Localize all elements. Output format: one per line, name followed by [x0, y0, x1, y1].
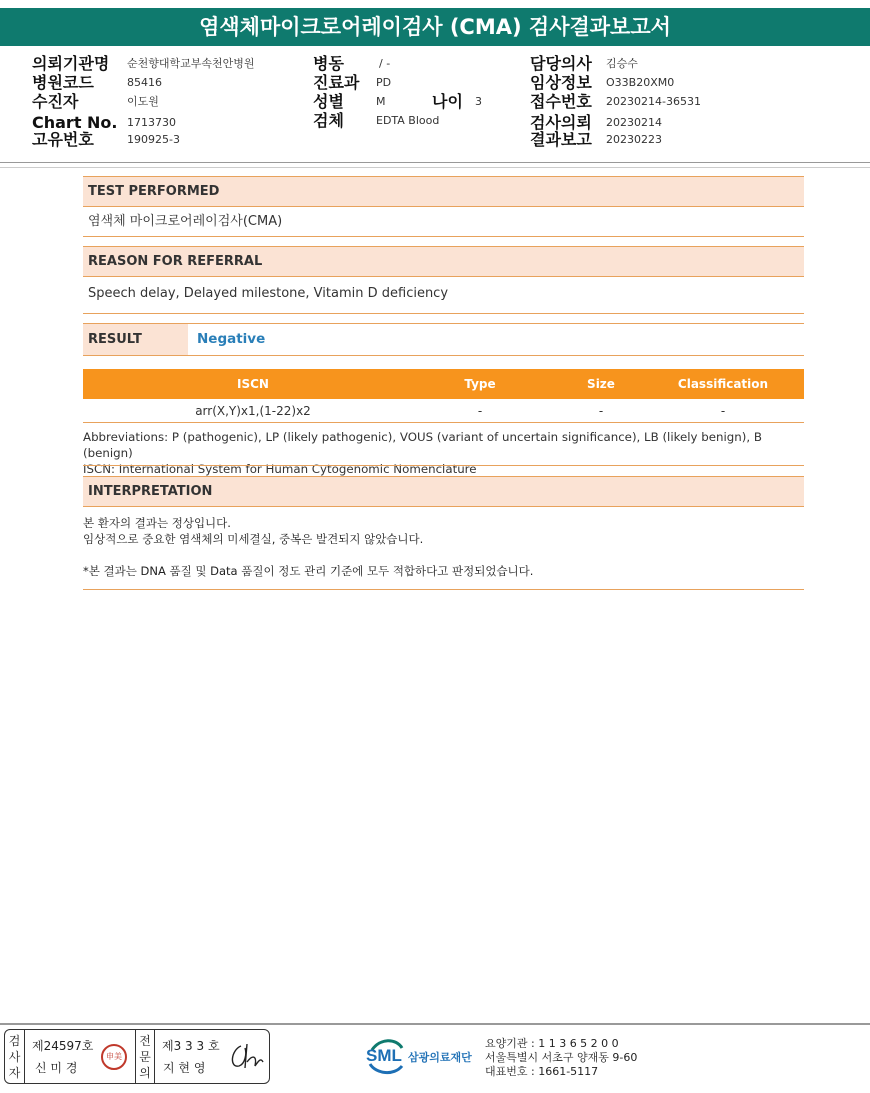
interpretation-divider	[83, 589, 804, 590]
examiner-label	[5, 1030, 25, 1083]
info-row-clinical-info	[530, 73, 675, 92]
info-row-receipt-no	[530, 92, 701, 111]
test-performed-heading: TEST PERFORMED	[83, 176, 804, 207]
info-value: 1713730	[127, 116, 176, 129]
info-label: 수진자	[32, 92, 79, 111]
sml-logo	[366, 1036, 472, 1080]
info-value: 3	[475, 95, 482, 108]
doctor-name: 지 현 영	[163, 1061, 206, 1075]
iscn-definition: ISCN: International System for Human Cytogenomic Nomenclature	[83, 462, 477, 476]
reason-heading: REASON FOR REFERRAL	[83, 246, 804, 277]
doctor-signature-icon	[227, 1040, 265, 1074]
info-value: 20230214	[606, 116, 662, 129]
col-header-iscn: ISCN	[237, 377, 269, 391]
footer-info	[485, 1037, 637, 1079]
info-label: 병원코드	[32, 73, 94, 92]
info-label: Chart No.	[32, 113, 118, 132]
cell-type: -	[477, 404, 483, 418]
reason-section	[83, 246, 804, 314]
info-label: 임상정보	[530, 73, 592, 92]
info-row-sex	[313, 92, 386, 111]
info-value: M	[376, 95, 386, 108]
info-label: 검체	[313, 111, 344, 130]
cell-iscn: arr(X,Y)x1,(1-22)x2	[195, 404, 311, 418]
info-value: O33B20XM0	[606, 76, 675, 89]
info-label: 담당의사	[530, 54, 592, 73]
info-row-report-date	[530, 130, 662, 149]
info-row-department	[313, 73, 392, 92]
info-row-patient	[32, 92, 159, 111]
examiner-seal-icon	[101, 1044, 127, 1070]
examiner-name: 신 미 경	[35, 1061, 78, 1075]
info-value: 190925-3	[127, 133, 180, 146]
interpretation-line-2: 임상적으로 중요한 염색체의 미세결실, 중복은 발견되지 않았습니다.	[83, 532, 424, 546]
info-row-age	[432, 92, 482, 111]
info-label: 검사의뢰	[530, 113, 592, 132]
info-value: 85416	[127, 76, 162, 89]
interpretation-line-1: 본 환자의 결과는 정상입니다.	[83, 516, 231, 530]
col-header-type: Type	[464, 377, 496, 391]
footer-divider	[0, 1023, 870, 1025]
info-value: EDTA Blood	[376, 114, 440, 127]
info-label: 나이	[432, 92, 463, 111]
examiner-license: 제24597호	[32, 1039, 94, 1053]
info-row-hospital-code	[32, 73, 162, 92]
interpretation-note: *본 결과는 DNA 품질 및 Data 품질이 정도 관리 기준에 모두 적합하다고 판정되었습니다.	[83, 564, 534, 578]
result-value: Negative	[197, 331, 266, 347]
doctor-label	[135, 1030, 155, 1083]
info-value: 20230223	[606, 133, 662, 146]
institution-code: 요양기관 : 1 1 3 6 5 2 0 0	[485, 1037, 619, 1050]
examiner-label-text: 검사자	[8, 1034, 21, 1080]
signature-box	[4, 1029, 270, 1084]
report-title: 염색체마이크로어레이검사 (CMA) 검사결과보고서	[0, 8, 870, 46]
info-value: / -	[379, 57, 391, 70]
info-value: 순천향대학교부속천안병원	[127, 57, 255, 70]
info-row-specimen	[313, 111, 440, 130]
phone: 대표번호 : 1661-5117	[485, 1065, 599, 1078]
cell-classification: -	[720, 404, 726, 418]
info-label: 결과보고	[530, 130, 592, 149]
seal-text: 申美	[106, 1052, 122, 1061]
info-row-institution	[32, 54, 255, 73]
info-row-unique-no	[32, 130, 180, 149]
info-row-ward	[313, 54, 391, 73]
info-label: 진료과	[313, 73, 360, 92]
interpretation-section	[83, 476, 804, 507]
reason-value: Speech delay, Delayed milestone, Vitamin D deficiency	[83, 277, 804, 314]
col-header-classification: Classification	[677, 377, 769, 391]
info-label: 고유번호	[32, 130, 94, 149]
info-value: 20230214-36531	[606, 95, 701, 108]
info-value: 이도원	[127, 95, 159, 108]
col-header-size: Size	[587, 377, 615, 391]
doctor-license: 제3 3 3 호	[162, 1039, 220, 1053]
test-performed-value: 염색체 마이크로어레이검사(CMA)	[83, 207, 804, 237]
result-table-header	[83, 369, 804, 399]
cell-size: -	[598, 404, 604, 418]
info-label: 병동	[313, 54, 344, 73]
abbreviations-divider	[83, 465, 804, 466]
test-performed-section	[83, 176, 804, 237]
info-label: 의뢰기관명	[32, 54, 110, 73]
info-row-doctor	[530, 54, 638, 73]
info-label: 성별	[313, 92, 344, 111]
header-divider	[0, 162, 870, 168]
abbreviations	[83, 429, 804, 477]
info-value: PD	[376, 76, 392, 89]
abbreviations-line: Abbreviations: P (pathogenic), LP (likely pathogenic), VOUS (variant of uncertain significance), LB (likely benign), B (benign)	[83, 430, 762, 460]
address: 서울특별시 서초구 양재동 9-60	[485, 1051, 638, 1064]
result-label: RESULT	[83, 324, 188, 355]
table-row	[83, 400, 804, 423]
interpretation-heading: INTERPRETATION	[83, 476, 804, 507]
result-row	[83, 323, 804, 356]
info-value: 김승수	[606, 57, 638, 70]
doctor-label-text: 전문의	[139, 1034, 151, 1080]
info-label: 접수번호	[530, 92, 592, 111]
org-name: 삼광의료재단	[408, 1051, 472, 1064]
sml-logo-text: SML	[366, 1046, 402, 1065]
